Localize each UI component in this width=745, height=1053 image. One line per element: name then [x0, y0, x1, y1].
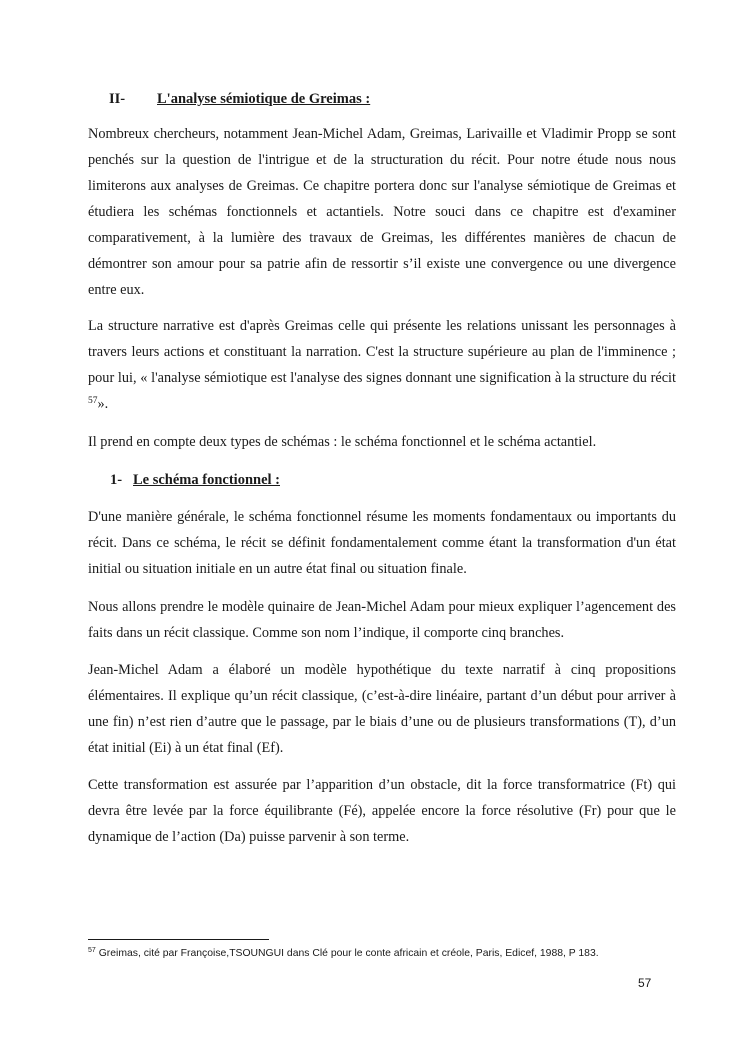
footnote-text: Greimas, cité par Françoise,TSOUNGUI dans Clé pour le conte africain et créole, Paris, Edicef, 1988, P 183.	[98, 948, 599, 959]
paragraph-text: La structure narrative est d'après Greimas celle qui présente les relations unissant les personnages à travers leurs actions et constituant la narration. C'est la structure supérieure au plan de l'imminence ; pour lui, « l'analyse sémiotique est l'analyse des signes donnant une signification à la structure du récit	[88, 318, 676, 386]
subsection-title: Le schéma fonctionnel :	[133, 472, 280, 488]
section-heading	[109, 90, 370, 108]
footnote-number: 57	[88, 947, 96, 954]
paragraph-narrative-structure	[88, 313, 676, 417]
paragraph-quinary-model: Nous allons prendre le modèle quinaire de Jean-Michel Adam pour mieux expliquer l’agencement des faits dans un récit classique. Comme son nom l’indique, il comporte cinq branches.	[88, 599, 676, 641]
subsection-heading	[110, 471, 280, 489]
paragraph-schema-types: Il prend en compte deux types de schémas : le schéma fonctionnel et le schéma actantiel.	[88, 434, 597, 450]
footnote	[88, 947, 599, 961]
subsection-number: 1-	[110, 472, 123, 488]
section-number: II-	[109, 91, 126, 107]
paragraph-intro: Nombreux chercheurs, notamment Jean-Michel Adam, Greimas, Larivaille et Vladimir Propp se sont penchés sur la question de l'intrigue et de la structuration du récit. Pour notre étude nous nous limiterons aux analyses de Greimas. Ce chapitre portera donc sur l'analyse sémiotique de Greimas et étudiera les schémas fonctionnels et actantiels. Notre souci dans ce chapitre est d'examiner comparativement, à la lumière des travaux de Greimas, les différentes manières de chacun de démontrer son amour pour sa patrie afin de ressortir s’il existe une convergence ou une divergence entre eux.	[88, 126, 676, 298]
footnote-separator	[88, 939, 269, 940]
footnote-reference[interactable]: 57	[88, 396, 98, 406]
paragraph-transformation: Cette transformation est assurée par l’apparition d’un obstacle, dit la force transformatrice (Ft) qui devra être levée par la force équilibrante (Fé), appelée encore la force résolutive (Fr) pour que le dynamique de l’action (Da) puisse parvenir à son terme.	[88, 777, 676, 845]
closing-quote: ».	[97, 396, 109, 412]
paragraph-adam-model: Jean-Michel Adam a élaboré un modèle hypothétique du texte narratif à cinq propositions élémentaires. Il explique qu’un récit classique, (c’est-à-dire linéaire, partant d’un début pour arriver à une fin) n’est rien d’autre que le passage, par le biais d’une ou de plusieurs transformations (T), d’un état initial (Ei) à un état final (Ef).	[88, 662, 676, 756]
section-title: L'analyse sémiotique de Greimas :	[157, 91, 371, 107]
paragraph-functional-schema: D'une manière générale, le schéma fonctionnel résume les moments fondamentaux ou importants du récit. Dans ce schéma, le récit se définit fondamentalement comme étant la transformation d'un état initial ou situation initiale en un autre état final ou situation finale.	[88, 509, 676, 577]
page-number: 57	[638, 976, 652, 990]
